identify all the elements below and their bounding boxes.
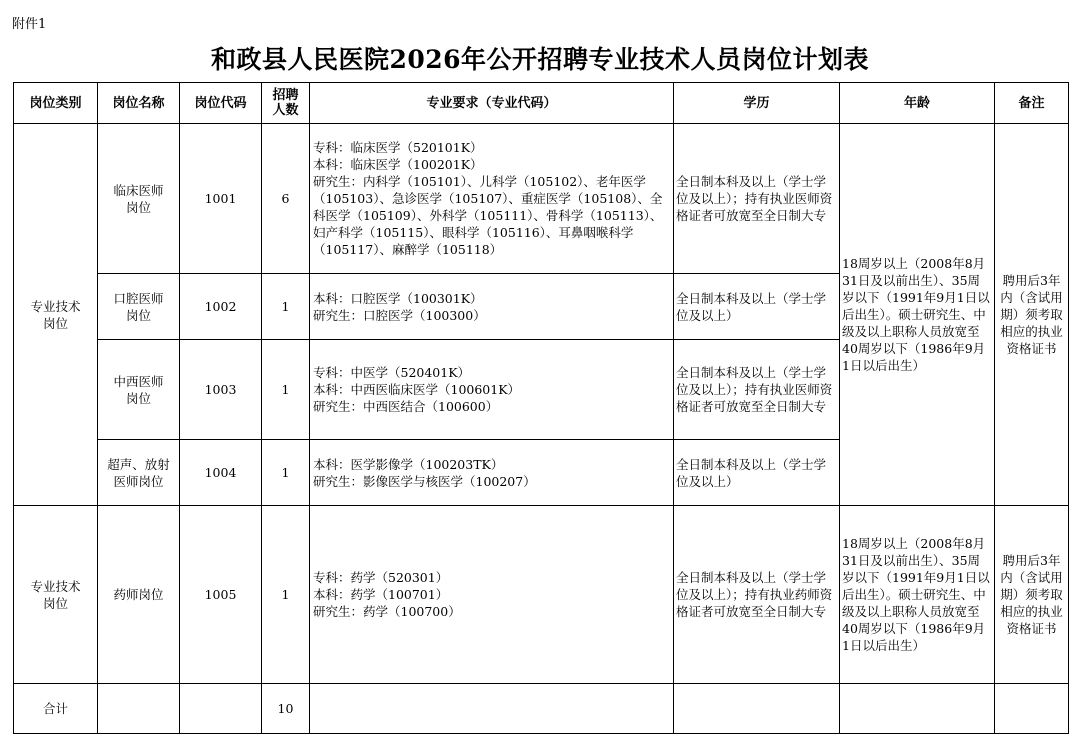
cell-code: 1001 (180, 124, 262, 274)
cell-name: 中西医师 岗位 (98, 340, 180, 440)
table-row (14, 124, 1069, 274)
cell-code: 1003 (180, 340, 262, 440)
header-count: 招聘 人数 (262, 83, 310, 124)
cell-education: 全日制本科及以上（学士学位及以上） (674, 440, 840, 506)
page-title: 和政县人民医院2026年公开招聘专业技术人员岗位计划表 (210, 45, 870, 74)
cell-code: 1002 (180, 274, 262, 340)
header-category: 岗位类别 (14, 83, 98, 124)
recruitment-table (13, 82, 1069, 734)
header-name: 岗位名称 (98, 83, 180, 124)
empty-cell (674, 684, 840, 734)
cell-category: 专业技术 岗位 (14, 506, 98, 684)
cell-count: 1 (262, 340, 310, 440)
header-age: 年龄 (840, 83, 995, 124)
cell-name: 超声、放射 医师岗位 (98, 440, 180, 506)
cell-name: 口腔医师 岗位 (98, 274, 180, 340)
cell-major: 专科：药学（520301） 本科：药学（100701） 研究生：药学（100700） (310, 506, 674, 684)
header-row (14, 83, 1069, 124)
total-label: 合计 (14, 684, 98, 734)
header-note: 备注 (995, 83, 1069, 124)
cell-age: 18周岁以上（2008年8月31日及以前出生）、35周岁以下（1991年9月1日以后出生）。硕士研究生、中级及以上职称人员放宽至40周岁以下（1986年9月1日以后出生） (840, 506, 995, 684)
cell-major: 专科：临床医学（520101K） 本科：临床医学（100201K） 研究生：内科学（105101）、儿科学（105102）、老年医学（105103）、急诊医学（105107）、重症医学（105108）、全科医学（105109）、外科学（105111）、骨科学（105113）、妇产科学（105115）、眼科学（105116）、耳鼻咽喉科学（105117）、麻醉学（105118） (310, 124, 674, 274)
cell-note: 聘用后3年内（含试用期）须考取相应的执业资格证书 (995, 506, 1069, 684)
cell-major: 本科：医学影像学（100203TK） 研究生：影像医学与核医学（100207） (310, 440, 674, 506)
cell-count: 1 (262, 506, 310, 684)
cell-education: 全日制本科及以上（学士学位及以上）；持有执业医师资格证者可放宽至全日制大专 (674, 124, 840, 274)
cell-count: 1 (262, 274, 310, 340)
cell-education: 全日制本科及以上（学士学位及以上） (674, 274, 840, 340)
total-row (14, 684, 1069, 734)
header-education: 学历 (674, 83, 840, 124)
empty-cell (98, 684, 180, 734)
cell-education: 全日制本科及以上（学士学位及以上）；持有执业药师资格证者可放宽至全日制大专 (674, 506, 840, 684)
empty-cell (995, 684, 1069, 734)
table-row (14, 506, 1069, 684)
cell-category: 专业技术 岗位 (14, 124, 98, 506)
cell-name: 药师岗位 (98, 506, 180, 684)
empty-cell (310, 684, 674, 734)
header-major: 专业要求（专业代码） (310, 83, 674, 124)
cell-count: 6 (262, 124, 310, 274)
cell-education: 全日制本科及以上（学士学位及以上）；持有执业医师资格证者可放宽至全日制大专 (674, 340, 840, 440)
cell-major: 专科：中医学（520401K） 本科：中西医临床医学（100601K） 研究生：中西医结合（100600） (310, 340, 674, 440)
cell-code: 1004 (180, 440, 262, 506)
total-count: 10 (262, 684, 310, 734)
cell-code: 1005 (180, 506, 262, 684)
cell-age: 18周岁以上（2008年8月31日及以前出生）、35周岁以下（1991年9月1日以后出生）。硕士研究生、中级及以上职称人员放宽至40周岁以下（1986年9月1日以后出生） (840, 124, 995, 506)
cell-name: 临床医师 岗位 (98, 124, 180, 274)
cell-major: 本科：口腔医学（100301K） 研究生：口腔医学（100300） (310, 274, 674, 340)
empty-cell (840, 684, 995, 734)
empty-cell (180, 684, 262, 734)
cell-note: 聘用后3年内（含试用期）须考取相应的执业资格证书 (995, 124, 1069, 506)
header-code: 岗位代码 (180, 83, 262, 124)
cell-count: 1 (262, 440, 310, 506)
attachment-label: 附件1 (12, 17, 47, 32)
